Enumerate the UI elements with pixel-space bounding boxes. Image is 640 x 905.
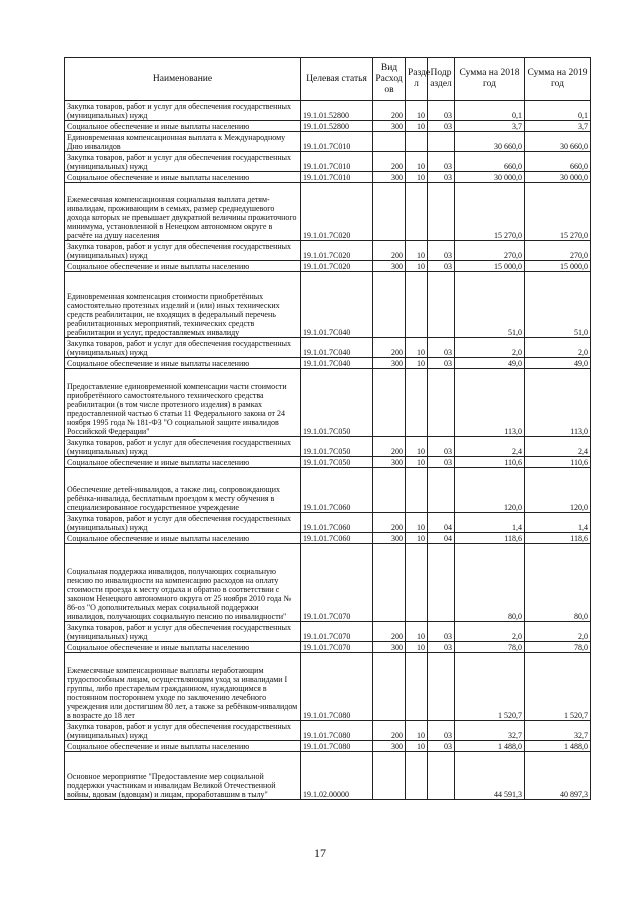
row-subsection: 03 — [428, 622, 455, 642]
row-subsection: 04 — [428, 513, 455, 533]
row-expense-type: 300 — [373, 457, 406, 468]
row-subsection: 03 — [428, 457, 455, 468]
row-expense-type: 300 — [373, 261, 406, 272]
row-name: Социальное обеспечение и иные выплаты населению — [65, 261, 301, 272]
row-sum-2019: 1 488,0 — [525, 741, 591, 752]
row-section: 10 — [406, 741, 428, 752]
row-target-code: 19.1.01.7С040 — [301, 358, 373, 369]
row-target-code: 19.1.01.7С010 — [301, 172, 373, 183]
row-sum-2019: 113,0 — [525, 369, 591, 437]
header-sum-2018: Сумма на 2018 год — [455, 58, 525, 101]
header-podr: Подр аздел — [428, 58, 455, 101]
row-subsection — [428, 369, 455, 437]
table-row — [65, 152, 591, 172]
row-sum-2018: 1 520,7 — [455, 653, 525, 721]
row-sum-2018: 270,0 — [455, 241, 525, 261]
table-row — [65, 741, 591, 752]
row-sum-2018: 660,0 — [455, 152, 525, 172]
row-sum-2018: 32,7 — [455, 721, 525, 741]
table-row — [65, 172, 591, 183]
row-subsection: 04 — [428, 533, 455, 544]
row-name: Ежемесячные компенсационные выплаты неработающим трудоспособным лицам, осуществляющим уход за инвалидами I группы, либо престарелым гражданином, нуждающимся в постоянном постороннем уходе по заключению лечебного учреждения или достигшим 80 лет, а также за ребёнком-инвалидом в возрасте до 18 лет — [65, 653, 301, 721]
row-section: 10 — [406, 533, 428, 544]
row-sum-2018: 1 488,0 — [455, 741, 525, 752]
row-section — [406, 132, 428, 152]
row-sum-2018: 3,7 — [455, 121, 525, 132]
row-target-code: 19.1.01.7С070 — [301, 544, 373, 622]
row-section: 10 — [406, 152, 428, 172]
table-row — [65, 272, 591, 338]
row-target-code: 19.1.01.7С050 — [301, 369, 373, 437]
row-expense-type: 200 — [373, 437, 406, 457]
row-sum-2019: 3,7 — [525, 121, 591, 132]
row-sum-2018: 118,6 — [455, 533, 525, 544]
row-target-code: 19.1.01.7С060 — [301, 513, 373, 533]
row-expense-type: 200 — [373, 241, 406, 261]
row-subsection — [428, 653, 455, 721]
row-target-code: 19.1.01.7С010 — [301, 152, 373, 172]
row-sum-2019: 49,0 — [525, 358, 591, 369]
row-section: 10 — [406, 721, 428, 741]
header-razd: Разде л — [406, 58, 428, 101]
table-row — [65, 369, 591, 437]
row-sum-2019: 120,0 — [525, 468, 591, 513]
row-sum-2019: 0,1 — [525, 101, 591, 121]
row-expense-type: 200 — [373, 152, 406, 172]
row-expense-type — [373, 183, 406, 241]
row-name: Обеспечение детей-инвалидов, а также лиц, сопровождающих ребёнка-инвалида, бесплатным проездом к месту обучения в специализированное государственное учреждение — [65, 468, 301, 513]
header-vid: Вид Расход ов — [373, 58, 406, 101]
header-sum-2019: Сумма на 2019 год — [525, 58, 591, 101]
row-sum-2019: 80,0 — [525, 544, 591, 622]
row-target-code: 19.1.01.7С070 — [301, 622, 373, 642]
row-sum-2019: 32,7 — [525, 721, 591, 741]
row-sum-2019: 270,0 — [525, 241, 591, 261]
row-expense-type — [373, 132, 406, 152]
row-expense-type — [373, 272, 406, 338]
row-target-code: 19.1.01.7С020 — [301, 261, 373, 272]
row-subsection — [428, 752, 455, 800]
table-row — [65, 642, 591, 653]
row-sum-2018: 2,4 — [455, 437, 525, 457]
row-name: Закупка товаров, работ и услуг для обеспечения государственных (муниципальных) нужд — [65, 152, 301, 172]
row-sum-2019: 40 897,3 — [525, 752, 591, 800]
row-target-code: 19.1.01.7С010 — [301, 132, 373, 152]
table-row — [65, 437, 591, 457]
row-sum-2019: 30 000,0 — [525, 172, 591, 183]
row-name: Закупка товаров, работ и услуг для обеспечения государственных (муниципальных) нужд — [65, 513, 301, 533]
row-target-code: 19.1.01.7С070 — [301, 642, 373, 653]
table-row — [65, 457, 591, 468]
row-subsection: 03 — [428, 241, 455, 261]
row-expense-type: 300 — [373, 358, 406, 369]
row-name: Социальная поддержка инвалидов, получающих социальную пенсию по инвалидности на компенсацию расходов на оплату стоимости проезда к месту отдыха и обратно в соответствии с законом Ненецкого автономного округа от 25 ноября 2010 года № 86-оз "О дополнительных мерах социальной поддержки инвалидов, получающих социальную пенсию по инвалидности" — [65, 544, 301, 622]
row-sum-2018: 2,0 — [455, 622, 525, 642]
row-expense-type: 200 — [373, 721, 406, 741]
row-sum-2018: 30 000,0 — [455, 172, 525, 183]
row-sum-2018: 78,0 — [455, 642, 525, 653]
page-number: 17 — [314, 846, 326, 860]
row-subsection: 03 — [428, 121, 455, 132]
row-sum-2019: 2,0 — [525, 622, 591, 642]
row-name: Социальное обеспечение и иные выплаты населению — [65, 358, 301, 369]
table-row — [65, 513, 591, 533]
row-section: 10 — [406, 261, 428, 272]
row-subsection: 03 — [428, 338, 455, 358]
row-section: 10 — [406, 457, 428, 468]
table-row — [65, 468, 591, 513]
row-section: 10 — [406, 338, 428, 358]
row-sum-2018: 51,0 — [455, 272, 525, 338]
row-name: Основное мероприятие "Предоставление мер социальной поддержки участникам и инвалидам Великой Отечественной войны, вдовам (вдовцам) и лицам, проработавшим в тылу" — [65, 752, 301, 800]
row-sum-2019: 660,0 — [525, 152, 591, 172]
row-sum-2018: 80,0 — [455, 544, 525, 622]
row-sum-2019: 2,4 — [525, 437, 591, 457]
row-subsection: 03 — [428, 741, 455, 752]
row-target-code: 19.1.01.7С060 — [301, 468, 373, 513]
row-subsection — [428, 272, 455, 338]
row-expense-type: 200 — [373, 338, 406, 358]
table-row — [65, 544, 591, 622]
budget-table — [64, 57, 591, 800]
table-body — [65, 101, 591, 800]
row-section: 10 — [406, 437, 428, 457]
table-header-row — [65, 58, 591, 101]
row-expense-type: 300 — [373, 533, 406, 544]
row-sum-2018: 49,0 — [455, 358, 525, 369]
row-sum-2019: 78,0 — [525, 642, 591, 653]
row-expense-type: 300 — [373, 121, 406, 132]
row-target-code: 19.1.01.7С080 — [301, 653, 373, 721]
row-expense-type: 200 — [373, 513, 406, 533]
row-section: 10 — [406, 172, 428, 183]
row-section: 10 — [406, 101, 428, 121]
row-expense-type — [373, 544, 406, 622]
row-sum-2018: 110,6 — [455, 457, 525, 468]
row-name: Социальное обеспечение и иные выплаты населению — [65, 741, 301, 752]
table-row — [65, 183, 591, 241]
row-sum-2018: 0,1 — [455, 101, 525, 121]
row-name: Социальное обеспечение и иные выплаты населению — [65, 457, 301, 468]
row-target-code: 19.1.01.7С020 — [301, 183, 373, 241]
row-target-code: 19.1.01.7С050 — [301, 437, 373, 457]
table-row — [65, 261, 591, 272]
row-section — [406, 369, 428, 437]
row-section: 10 — [406, 358, 428, 369]
row-name: Ежемесячная компенсационная социальная выплата детям-инвалидам, проживающим в семьях, размер среднедушевого дохода которых не превышает двукратной величины прожиточного минимума, установленной в Ненецком автономном округе в расчёте на душу населения — [65, 183, 301, 241]
row-expense-type — [373, 369, 406, 437]
table-row — [65, 241, 591, 261]
row-sum-2019: 15 000,0 — [525, 261, 591, 272]
row-sum-2018: 30 660,0 — [455, 132, 525, 152]
row-section — [406, 272, 428, 338]
row-expense-type — [373, 752, 406, 800]
row-sum-2018: 44 591,3 — [455, 752, 525, 800]
row-name: Закупка товаров, работ и услуг для обеспечения государственных (муниципальных) нужд — [65, 437, 301, 457]
row-subsection: 03 — [428, 721, 455, 741]
table-row — [65, 132, 591, 152]
row-expense-type: 300 — [373, 642, 406, 653]
row-subsection: 03 — [428, 152, 455, 172]
row-sum-2019: 2,0 — [525, 338, 591, 358]
row-sum-2019: 110,6 — [525, 457, 591, 468]
row-sum-2018: 120,0 — [455, 468, 525, 513]
table-row — [65, 533, 591, 544]
row-sum-2018: 15 000,0 — [455, 261, 525, 272]
row-section — [406, 752, 428, 800]
table-row — [65, 121, 591, 132]
row-expense-type: 200 — [373, 101, 406, 121]
row-subsection — [428, 544, 455, 622]
row-name: Единовременная компенсационная выплата к Международному Дню инвалидов — [65, 132, 301, 152]
row-subsection: 03 — [428, 358, 455, 369]
table-row — [65, 101, 591, 121]
row-sum-2018: 2,0 — [455, 338, 525, 358]
row-name: Закупка товаров, работ и услуг для обеспечения государственных (муниципальных) нужд — [65, 241, 301, 261]
row-section: 10 — [406, 642, 428, 653]
row-name: Закупка товаров, работ и услуг для обеспечения государственных (муниципальных) нужд — [65, 101, 301, 121]
row-name: Закупка товаров, работ и услуг для обеспечения государственных (муниципальных) нужд — [65, 622, 301, 642]
row-target-code: 19.1.01.7С080 — [301, 741, 373, 752]
row-subsection: 03 — [428, 172, 455, 183]
row-target-code: 19.1.01.7С050 — [301, 457, 373, 468]
table-row — [65, 721, 591, 741]
row-sum-2018: 113,0 — [455, 369, 525, 437]
row-section: 10 — [406, 513, 428, 533]
header-name: Наименование — [65, 58, 301, 101]
row-subsection: 03 — [428, 642, 455, 653]
table-row — [65, 653, 591, 721]
row-expense-type: 300 — [373, 172, 406, 183]
row-section — [406, 653, 428, 721]
row-expense-type: 300 — [373, 741, 406, 752]
row-subsection — [428, 132, 455, 152]
row-target-code: 19.1.01.7С060 — [301, 533, 373, 544]
row-subsection — [428, 468, 455, 513]
row-target-code: 19.1.02.00000 — [301, 752, 373, 800]
row-expense-type — [373, 653, 406, 721]
row-subsection: 03 — [428, 101, 455, 121]
table-row — [65, 338, 591, 358]
row-target-code: 19.1.01.7С080 — [301, 721, 373, 741]
row-target-code: 19.1.01.52800 — [301, 121, 373, 132]
row-section — [406, 468, 428, 513]
row-name: Предоставление единовременной компенсации части стоимости приобретённого самостоятельного технического средства реабилитации (в том числе протезного изделия) в рамках предоставленной частью 6 статьи 11 Федерального закона от 24 ноября 1995 года № 181-ФЗ "О социальной защите инвалидов Российской Федерации" — [65, 369, 301, 437]
row-section — [406, 183, 428, 241]
row-target-code: 19.1.01.7С040 — [301, 272, 373, 338]
row-name: Социальное обеспечение и иные выплаты населению — [65, 121, 301, 132]
row-sum-2018: 15 270,0 — [455, 183, 525, 241]
row-subsection — [428, 183, 455, 241]
row-name: Социальное обеспечение и иные выплаты населению — [65, 172, 301, 183]
row-target-code: 19.1.01.7С020 — [301, 241, 373, 261]
row-section — [406, 544, 428, 622]
row-expense-type — [373, 468, 406, 513]
header-code: Целевая статья — [301, 58, 373, 101]
row-name: Единовременная компенсация стоимости приобретённых самостоятельно протезных изделий и (или) иных технических средств реабилитации, не входящих в федеральный перечень реабилитационных мероприятий, технических средств реабилитации и услуг, предоставляемых инвалиду — [65, 272, 301, 338]
row-section: 10 — [406, 622, 428, 642]
row-name: Социальное обеспечение и иные выплаты населению — [65, 642, 301, 653]
row-sum-2019: 1,4 — [525, 513, 591, 533]
row-sum-2019: 1 520,7 — [525, 653, 591, 721]
table-row — [65, 752, 591, 800]
row-target-code: 19.1.01.52800 — [301, 101, 373, 121]
row-sum-2019: 51,0 — [525, 272, 591, 338]
row-sum-2019: 15 270,0 — [525, 183, 591, 241]
row-sum-2019: 30 660,0 — [525, 132, 591, 152]
row-subsection: 03 — [428, 261, 455, 272]
row-name: Социальное обеспечение и иные выплаты населению — [65, 533, 301, 544]
table-row — [65, 622, 591, 642]
row-expense-type: 200 — [373, 622, 406, 642]
row-subsection: 03 — [428, 437, 455, 457]
row-name: Закупка товаров, работ и услуг для обеспечения государственных (муниципальных) нужд — [65, 721, 301, 741]
row-sum-2018: 1,4 — [455, 513, 525, 533]
row-target-code: 19.1.01.7С040 — [301, 338, 373, 358]
table-row — [65, 358, 591, 369]
row-sum-2019: 118,6 — [525, 533, 591, 544]
row-section: 10 — [406, 241, 428, 261]
row-section: 10 — [406, 121, 428, 132]
row-name: Закупка товаров, работ и услуг для обеспечения государственных (муниципальных) нужд — [65, 338, 301, 358]
